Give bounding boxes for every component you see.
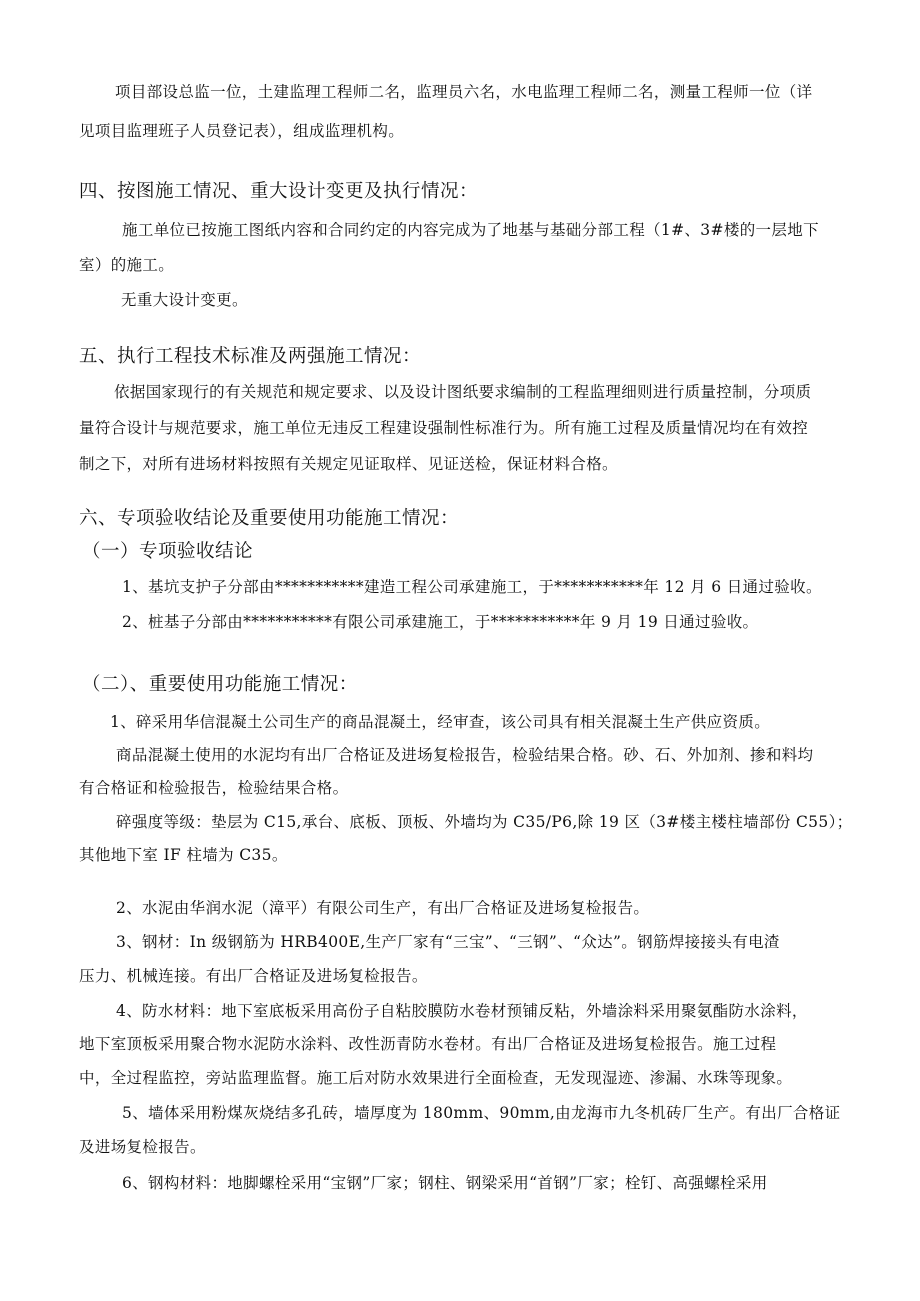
function-item-1-paragraph-3-line-1: 碎强度等级：垫层为 C15,承台、底板、顶板、外墙均为 C35/P6,除 19 区（3#楼主楼柱墙部份 C55）； (116, 813, 853, 831)
function-item-1-paragraph-2-line-2: 有合格证和检验报告，检验结果合格。 (79, 779, 349, 797)
section-4-heading: 四、按图施工情况、重大设计变更及执行情况： (79, 181, 479, 202)
section-5-line-1: 依据国家现行的有关规范和规定要求、以及设计图纸要求编制的工程监理细则进行质量控制，分项质 (114, 383, 812, 401)
function-item-4-line-1: 4、防水材料：地下室底板采用高份子自粘胶膜防水卷材预铺反粘，外墙涂料采用聚氨酯防水涂料， (116, 1002, 808, 1020)
function-item-1: 1、碎采用华信混凝土公司生产的商品混凝土，经审查，该公司具有相关混凝土生产供应资质。 (110, 713, 771, 731)
acceptance-item-2: 2、桩基子分部由***********有限公司承建施工，于***********年 9 月 19 日通过验收。 (122, 613, 759, 631)
section-4-paragraph-2: 无重大设计变更。 (121, 291, 248, 309)
section-5-line-2: 量符合设计与规范要求，施工单位无违反工程建设强制性标准行为。所有施工过程及质量情况均在有效控 (79, 419, 809, 437)
section-5-line-3: 制之下，对所有进场材料按照有关规定见证取样、见证送检，保证材料合格。 (79, 455, 618, 473)
function-item-5-line-2: 及进场复检报告。 (79, 1138, 206, 1156)
acceptance-item-1: 1、基坑支护子分部由***********建造工程公司承建施工，于***********年 12 月 6 日通过验收。 (122, 578, 822, 596)
section-4-paragraph-1-line-1: 施工单位已按施工图纸内容和合同约定的内容完成为了地基与基础分部工程（1#、3#楼的一层地下 (122, 221, 819, 239)
org-paragraph-line-2: 见项目监理班子人员登记表），组成监理机构。 (79, 122, 405, 140)
section-5-heading: 五、执行工程技术标准及两强施工情况： (79, 346, 422, 367)
function-item-4-line-3: 中，全过程监控，旁站监理监督。施工后对防水效果进行全面检查，无发现湿迹、渗漏、水珠等现象。 (79, 1069, 793, 1087)
org-paragraph-line-1: 项目部设总监一位，土建监理工程师二名，监理员六名，水电监理工程师二名，测量工程师一位（详 (115, 83, 813, 101)
function-item-5-line-1: 5、墙体采用粉煤灰烧结多孔砖，墙厚度为 180mm、90mm,由龙海市九冬机砖厂生产。有出厂合格证 (122, 1104, 841, 1122)
function-item-6-line-1: 6、钢构材料：地脚螺栓采用“宝钢”厂家；钢柱、钢梁采用“首钢”厂家；栓钉、高强螺栓采用 (122, 1174, 768, 1192)
function-item-3-line-2: 压力、机械连接。有出厂合格证及进场复检报告。 (79, 967, 428, 985)
section-6-1-heading: （一）专项验收结论 (82, 541, 254, 562)
function-item-3-line-1: 3、钢材：In 级钢筋为 HRB400E,生产厂家有“三宝”、“三钢”、“众达”。钢筋焊接接头有电渣 (116, 933, 780, 951)
function-item-4-line-2: 地下室顶板采用聚合物水泥防水涂料、改性沥青防水卷材。有出厂合格证及进场复检报告。施工过程 (79, 1035, 777, 1053)
section-4-paragraph-1-line-2: 室）的施工。 (79, 256, 175, 274)
section-6-heading: 六、专项验收结论及重要使用功能施工情况： (79, 508, 460, 529)
function-item-2: 2、水泥由华润水泥（漳平）有限公司生产，有出厂合格证及进场复检报告。 (116, 899, 650, 917)
function-item-1-paragraph-2-line-1: 商品混凝土使用的水泥均有出厂合格证及进场复检报告，检验结果合格。砂、石、外加剂、掺和料均 (116, 746, 814, 764)
function-item-1-paragraph-3-line-2: 其他地下室 IF 柱墙为 C35。 (79, 846, 288, 864)
section-6-2-heading: （二）、重要使用功能施工情况： (82, 674, 358, 695)
